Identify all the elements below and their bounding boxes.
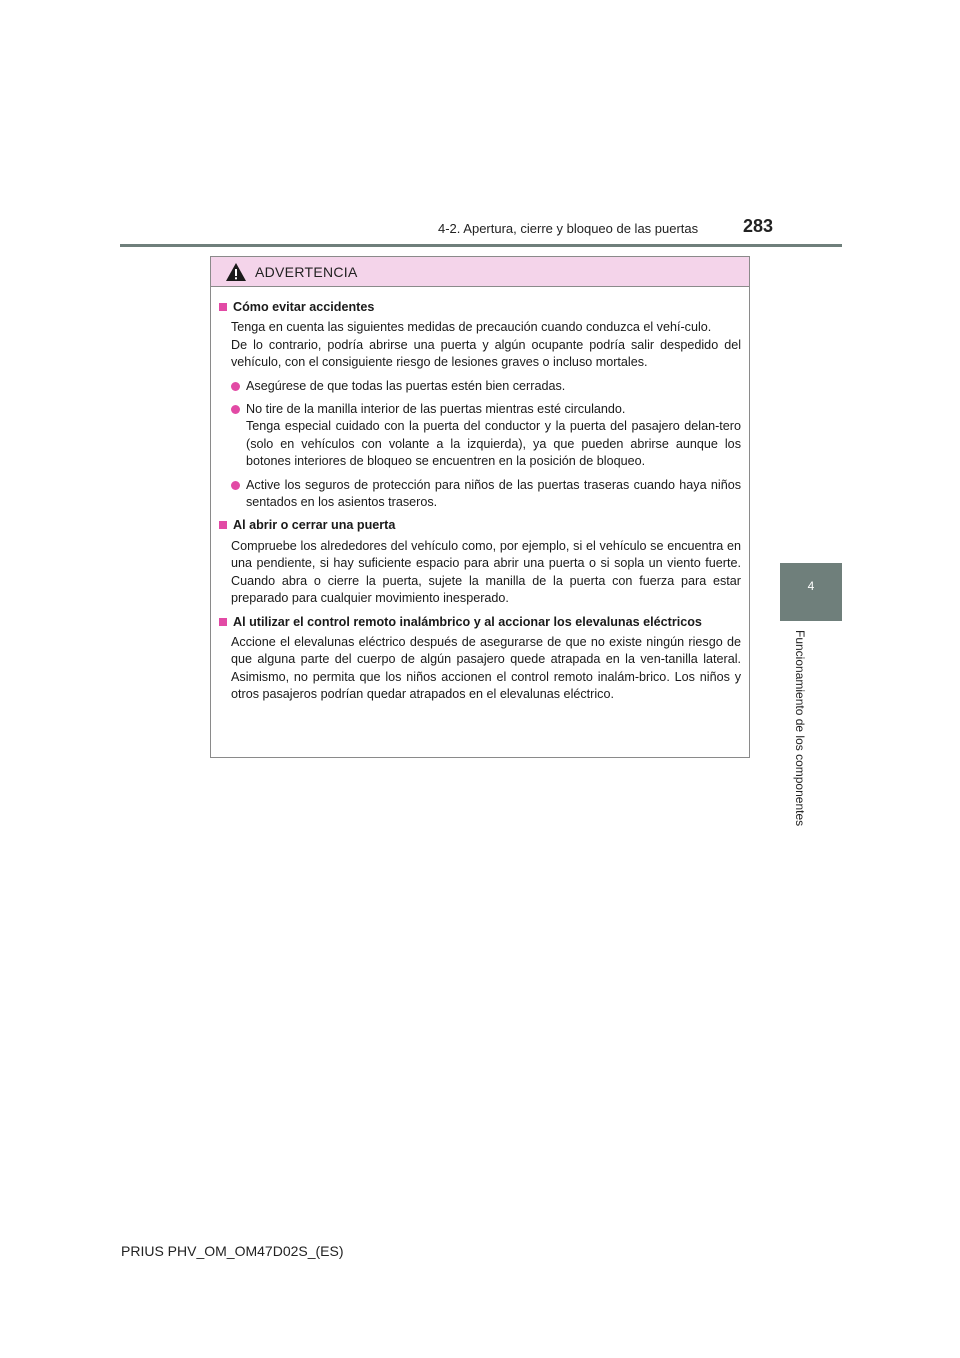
chapter-title: Funcionamiento de los componentes — [793, 630, 807, 827]
bullet-item: Active los seguros de protección para niños de las puertas traseras cuando haya niños sentados en los asientos traseros. — [219, 477, 741, 512]
bullet-item: No tire de la manilla interior de las puertas mientras esté circulando. Tenga especial cuidado con la puerta del conductor y la puerta del pasajero delan-tero (solo en vehículos con volante a la izquierda), ya que pueden abrirse aunque los botones interiores de bloqueo se encuentren en la posición de bloqueo. — [219, 401, 741, 471]
warning-body — [211, 287, 749, 704]
item-heading: Cómo evitar accidentes — [219, 299, 741, 316]
document-code: PRIUS PHV_OM_OM47D02S_(ES) — [121, 1243, 344, 1259]
paragraph: Accione el elevalunas eléctrico después de asegurarse de que no existe ningún riesgo de que alguna parte del cuerpo de algún pasajero quede atrapada en la ven-tanilla lateral. Asimismo, no permita que los niños accionen el control remoto inalám-brico. Los niños y otros pasajeros podrían quedar atrapados en el elevalunas eléctrico. — [231, 634, 741, 702]
header-divider — [120, 244, 842, 247]
paragraph: Compruebe los alrededores del vehículo como, por ejemplo, si el vehículo se encuentra en una pendiente, si hay suficiente espacio para abrir una puerta o si sopla un viento fuerte. Cuando abra o cierre la puerta, sujete la manilla de la puerta con fuerza para estar preparado para cualquier movimiento inesperado. — [231, 538, 741, 606]
pink-bullet-icon — [231, 405, 240, 414]
section-title: 4-2. Apertura, cierre y bloqueo de las puertas — [438, 221, 699, 236]
chapter-tab — [780, 563, 842, 621]
warning-header — [211, 257, 749, 287]
warning-box — [210, 256, 750, 758]
pink-square-icon — [219, 618, 227, 626]
item-heading: Al abrir o cerrar una puerta — [219, 517, 741, 534]
chapter-number: 4 — [807, 579, 815, 593]
item-heading: Al utilizar el control remoto inalámbrico y al accionar los elevalunas eléctricos — [219, 614, 741, 631]
pink-bullet-icon — [231, 382, 240, 391]
bullet-item: Asegúrese de que todas las puertas estén bien cerradas. — [219, 378, 741, 395]
pink-square-icon — [219, 521, 227, 529]
page-number: 283 — [743, 216, 774, 236]
paragraph: Tenga en cuenta las siguientes medidas de precaución cuando conduzca el vehí-culo. — [231, 320, 712, 335]
warning-triangle-icon — [225, 262, 247, 282]
pink-square-icon — [219, 303, 227, 311]
warning-title: ADVERTENCIA — [255, 263, 358, 280]
pink-bullet-icon — [231, 481, 240, 490]
paragraph: De lo contrario, podría abrirse una puerta y algún ocupante podría salir despedido del vehículo, con el consiguiente riesgo de lesiones graves o incluso mortales. — [231, 337, 741, 370]
